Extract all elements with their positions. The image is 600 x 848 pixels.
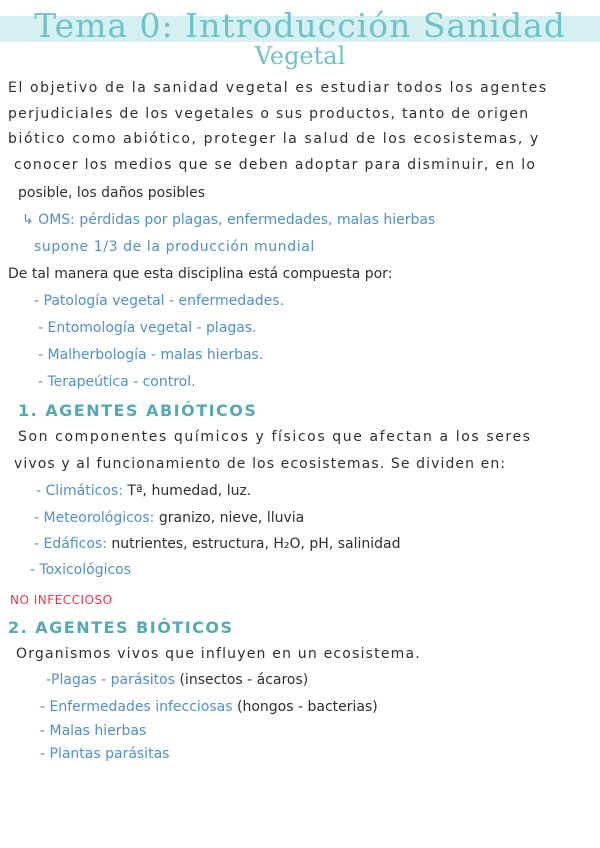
- note-no-infeccioso: NO INFECCIOSO: [10, 593, 113, 607]
- abiotic-item: [34, 510, 304, 526]
- intro-line: posible, los daños posibles: [18, 185, 206, 201]
- section2-text: Organismos vivos que influyen en un ecosistema.: [16, 646, 421, 662]
- intro-line: conocer los medios que se deben adoptar para disminuir, en lo: [14, 157, 537, 173]
- intro-line: perjudiciales de los vegetales o sus productos, tanto de origen: [8, 106, 530, 122]
- abiotic-item-value: nutrientes, estructura, H₂O, pH, salinidad: [111, 536, 401, 552]
- intro-line: biótico como abiótico, proteger la salud de los ecosistemas, y: [8, 131, 540, 147]
- abiotic-item-label: - Climáticos:: [36, 483, 123, 499]
- abiotic-item: [36, 483, 251, 499]
- biotic-item: [40, 699, 378, 715]
- biotic-item: [46, 672, 308, 688]
- discipline-intro: De tal manera que esta disciplina está compuesta por:: [8, 266, 393, 282]
- discipline-item: - Patología vegetal - enfermedades.: [34, 293, 285, 309]
- abiotic-item-value: granizo, nieve, lluvia: [158, 510, 305, 526]
- abiotic-item-label: - Meteorológicos:: [34, 510, 155, 526]
- section-heading-abioticos: 1. AGENTES ABIÓTICOS: [18, 401, 258, 420]
- abiotic-item: [30, 562, 131, 578]
- biotic-item-value: (insectos - ácaros): [179, 672, 309, 688]
- discipline-item: - Terapeútica - control.: [38, 374, 196, 390]
- section1-text: Son componentes químicos y físicos que afectan a los seres: [18, 429, 532, 445]
- abiotic-item: [34, 536, 401, 552]
- page-title: Tema 0: Introducción Sanidad: [34, 6, 566, 45]
- abiotic-item-label: - Edáficos:: [34, 536, 107, 552]
- oms-note-continued: supone 1/3 de la producción mundial: [34, 239, 315, 255]
- page-title-continued: Vegetal: [254, 42, 346, 70]
- biotic-item-label: - Enfermedades infecciosas: [40, 699, 233, 715]
- biotic-item-value: (hongos - bacterias): [237, 699, 378, 715]
- biotic-item-label: -Plagas - parásitos: [46, 672, 176, 688]
- discipline-item: - Entomología vegetal - plagas.: [38, 320, 257, 336]
- biotic-item-label: - Malas hierbas: [40, 723, 147, 739]
- biotic-item-label: - Plantas parásitas: [40, 746, 170, 762]
- abiotic-item-value: Tª, humedad, luz.: [127, 483, 252, 499]
- oms-note: ↳ OMS: pérdidas por plagas, enfermedades, malas hierbas: [22, 212, 436, 228]
- biotic-item: [40, 723, 146, 739]
- discipline-item: - Malherbología - malas hierbas.: [38, 347, 264, 363]
- abiotic-item-label: - Toxicológicos: [30, 562, 132, 578]
- section-heading-bioticos: 2. AGENTES BIÓTICOS: [8, 618, 234, 637]
- intro-line: El objetivo de la sanidad vegetal es estudiar todos los agentes: [8, 80, 548, 96]
- biotic-item: [40, 746, 169, 762]
- section1-text: vivos y al funcionamiento de los ecosistemas. Se dividen en:: [14, 456, 507, 472]
